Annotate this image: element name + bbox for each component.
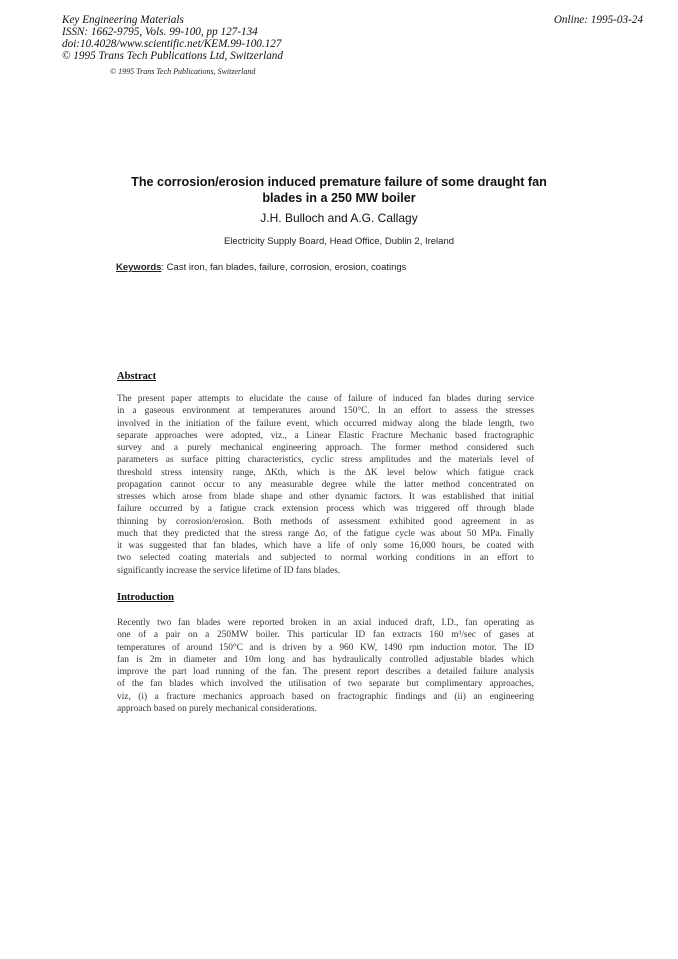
introduction-line: viz, (i) a fracture mechanics approach based on fractographic findings and (ii) an engineering <box>117 691 534 702</box>
keywords-label: Keywords <box>116 262 162 273</box>
abstract-line: separate approaches were adopted, viz., a Linear Elastic Fracture Mechanic based fractographic <box>117 430 534 441</box>
introduction-line: Recently two fan blades were reported broken in an axial induced draft, I.D., fan operating as <box>117 618 534 628</box>
abstract-body <box>117 393 534 577</box>
publisher-stamp: © 1995 Trans Tech Publications, Switzerland <box>110 67 256 76</box>
journal-header <box>62 14 283 62</box>
abstract-line: involved in the initiation of the failure event, which occurred midway along the blade length, two <box>117 418 534 429</box>
journal-name: Key Engineering Materials <box>62 14 184 26</box>
abstract-line: stresses which arose from blade shape and other dynamic factors. It was established that initial <box>117 492 534 503</box>
introduction-line: one of a pair on a 250MW boiler. This particular ID fan extracts 160 m³/sec of gases at <box>117 630 534 641</box>
abstract-heading: Abstract <box>117 371 157 382</box>
introduction-line: temperatures of around 150°C and is driven by a 960 KW, 1490 rpm induction motor. The ID <box>117 642 534 653</box>
keywords-text: : Cast iron, fan blades, failure, corrosion, erosion, coatings <box>161 262 407 273</box>
abstract-line: much that they predicted that the stress range Δσ, of the fatigue cycle was about 50 MPa. Finally <box>117 528 534 539</box>
title-line-1: The corrosion/erosion induced premature failure of some draught fan <box>131 175 547 189</box>
authors: J.H. Bulloch and A.G. Callagy <box>260 211 418 225</box>
introduction-line: improve the part load running of the fan. The present report describes a detailed failure analysis <box>117 667 534 678</box>
abstract-line: The present paper attempts to elucidate the cause of failure of induced fan blades during service <box>117 394 534 404</box>
abstract-line: thinning by corrosion/erosion. Both methods of assessment exhibited good agreement in as <box>117 516 534 527</box>
affiliation: Electricity Supply Board, Head Office, Dublin 2, Ireland <box>223 236 455 247</box>
introduction-line: approach based on purely mechanical considerations. <box>117 703 317 714</box>
abstract-line: it was suggested that fan blades, which have a life of only some 16,000 hours, be coated with <box>117 541 534 552</box>
doi-line: doi:10.4028/www.scientific.net/KEM.99-100.127 <box>62 38 282 50</box>
abstract-line: two selected coating materials and subjected to normal working conditions in an effort to <box>117 553 534 564</box>
title-line-2: blades in a 250 MW boiler <box>262 191 416 205</box>
abstract-line: threshold stress intensity range, ΔKth, which is the ΔK level below which fatigue crack <box>117 467 534 478</box>
introduction-heading: Introduction <box>117 592 174 603</box>
abstract-line: failure occurred by a fatigue crack extension process which was triggered off through blade <box>117 504 534 515</box>
introduction-line: of the fan blades which involved the utilisation of two separate but complimentary approaches, <box>117 679 534 690</box>
abstract-line: parameters as surface pitting characteristics, cyclic stress amplitudes and the materials level of <box>117 455 534 466</box>
introduction-body <box>117 617 534 715</box>
issn-line: ISSN: 1662-9795, Vols. 99-100, pp 127-134 <box>62 26 258 38</box>
online-date: Online: 1995-03-24 <box>553 14 643 26</box>
introduction-line: fan is 2m in diameter and 10m long and has hydraulically controlled adjustable blades which <box>117 654 534 665</box>
abstract-line: in a gaseous environment at temperatures around 150°C. In an effort to assess the stresses <box>117 406 534 417</box>
abstract-line: survey and a purely mechanical engineering approach. The former method considered such <box>117 443 534 454</box>
copyright-line: © 1995 Trans Tech Publications Ltd, Switzerland <box>62 50 283 62</box>
paper-title <box>100 174 578 206</box>
abstract-line: propagation cannot occur to any measurable degree while the latter method concentrated on <box>117 479 534 490</box>
abstract-line: significantly increase the service lifetime of ID fans blades. <box>117 565 341 576</box>
keywords-line <box>116 262 406 273</box>
